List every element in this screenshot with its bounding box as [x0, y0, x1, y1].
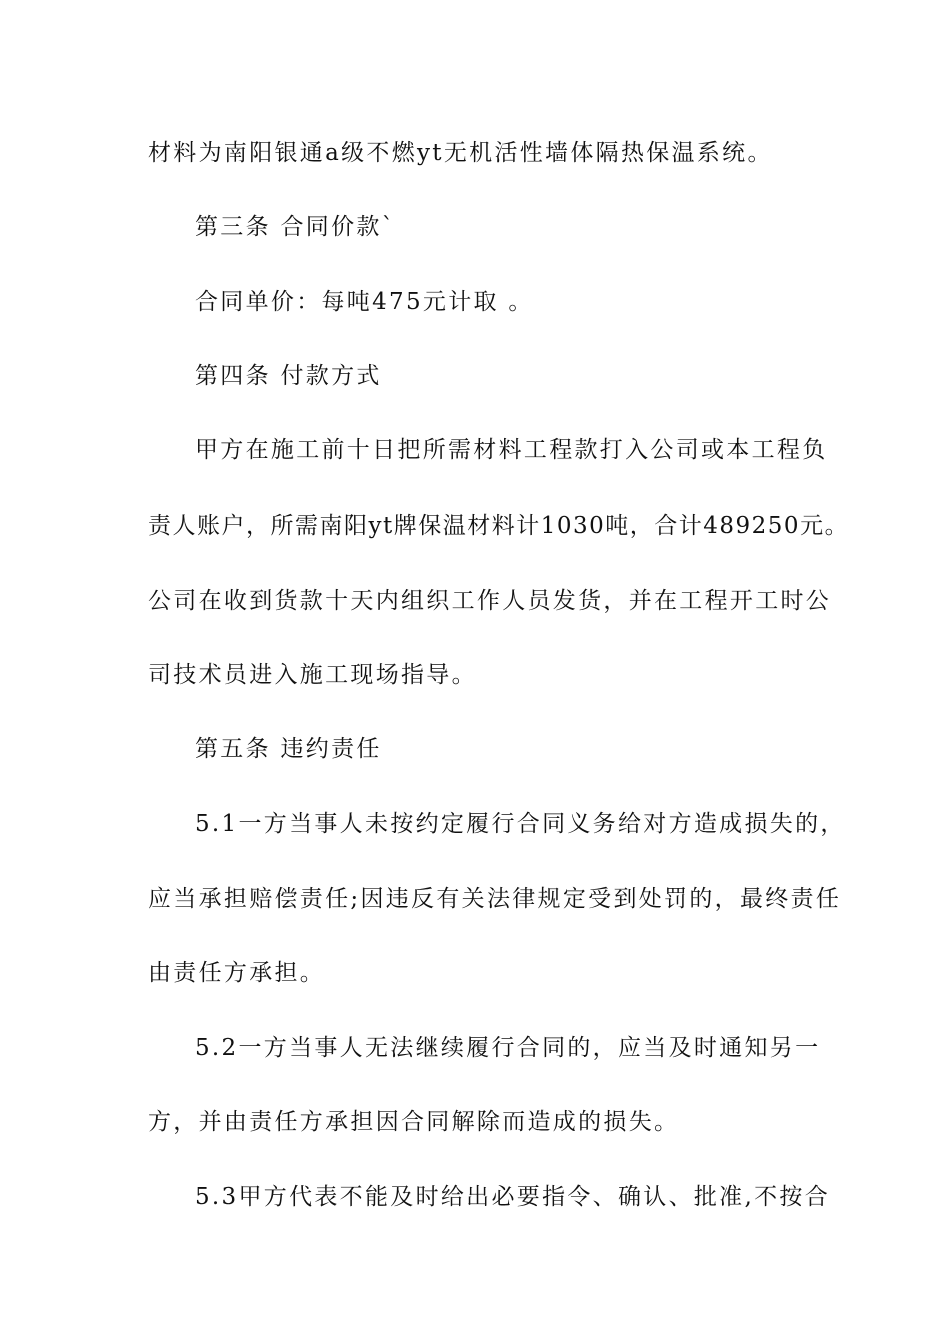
clause-5-2-line-1: 5.2一方当事人无法继续履行合同的，应当及时通知另一: [195, 1035, 821, 1061]
section-heading-contract-price: 第三条 合同价款`: [195, 214, 396, 240]
document-line-1: 材料为南阳银通a级不燃yt无机活性墙体隔热保温系统。: [148, 140, 773, 166]
document-line-payment-4: 司技术员进入施工现场指导。: [148, 662, 477, 688]
document-line-payment-3: 公司在收到货款十天内组织工作人员发货，并在工程开工时公: [148, 588, 832, 614]
clause-5-1-line-3: 由责任方承担。: [148, 960, 326, 986]
clause-5-1-line-2: 应当承担赔偿责任;因违反有关法律规定受到处罚的，最终责任: [148, 886, 842, 912]
document-line-payment-2: 责人账户，所需南阳yt牌保温材料计1030吨，合计489250元。: [148, 513, 850, 539]
section-heading-payment-method: 第四条 付款方式: [195, 363, 382, 389]
clause-5-1-line-1: 5.1一方当事人未按约定履行合同义务给对方造成损失的，: [195, 811, 846, 837]
clause-5-3-line-1: 5.3甲方代表不能及时给出必要指令、确认、批准,不按合: [195, 1184, 830, 1210]
clause-5-2-line-2: 方，并由责任方承担因合同解除而造成的损失。: [148, 1109, 680, 1135]
document-line-payment-1: 甲方在施工前十日把所需材料工程款打入公司或本工程负: [195, 437, 828, 463]
document-line-unit-price: 合同单价：每吨475元计取 。: [195, 289, 534, 315]
section-heading-breach-liability: 第五条 违约责任: [195, 736, 382, 762]
